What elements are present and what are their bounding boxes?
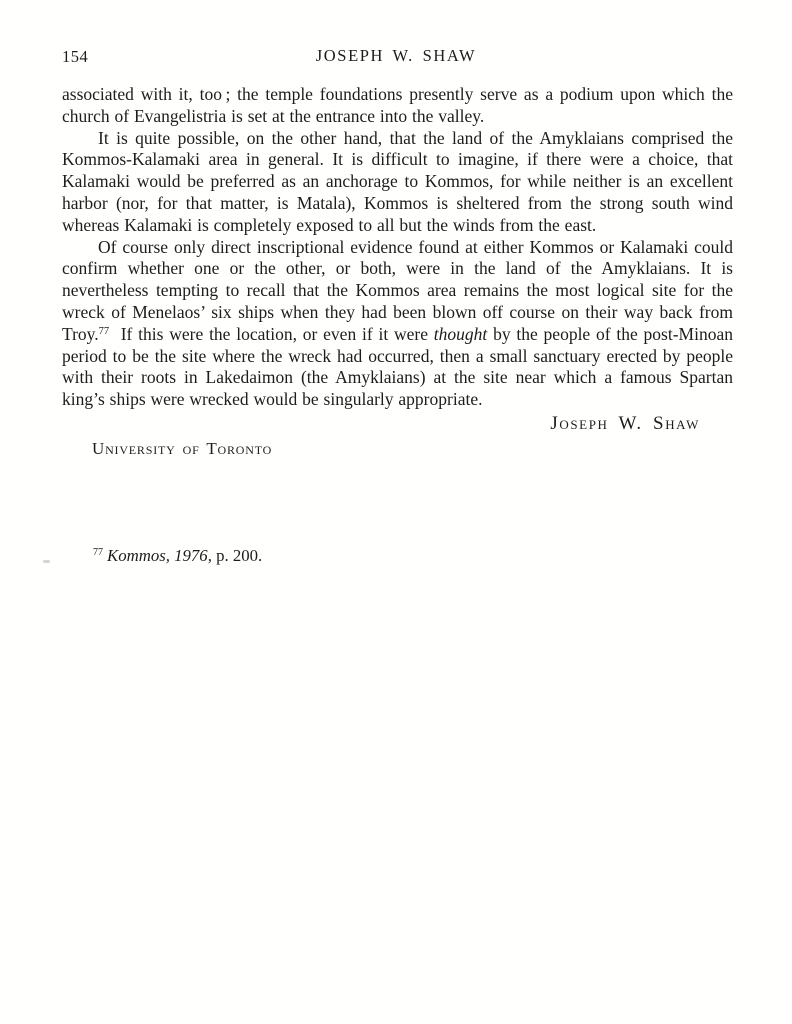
article-body	[62, 84, 733, 459]
footnote-reference: 77	[98, 325, 110, 337]
author-affiliation: University of Toronto	[92, 438, 273, 458]
footnote-citation-pages: , p. 200.	[207, 546, 263, 565]
author-signature: Joseph W. Shaw	[550, 412, 700, 434]
page-header	[62, 46, 730, 68]
running-head: JOSEPH W. SHAW	[315, 46, 477, 65]
body-paragraph-3	[62, 237, 733, 411]
body-paragraph-2: It is quite possible, on the other hand, that the land of the Amyklaians comprised the Kommos-Kalamaki area in general. It is difficult to imagine, if there were a choice, that Kalamaki would be preferred as an anchorage to Kommos, for while neither is an excellent harbor (nor, for that matter, is Matala), Kommos is sheltered from the strong south wind whereas Kalamaki is completely exposed to all but the winds from the east.	[62, 127, 733, 235]
paragraph-3-text-end: by the people of the post-Minoan period to be the site where the wreck had occurred, then a small sanctuary erected by people with their roots in Lakedaimon (the Amyklaians) at the site near which a famous Spartan king’s ships were wrecked would be singularly appropriate.	[62, 323, 733, 410]
emphasized-word: thought	[433, 323, 488, 344]
footnote-marker: 77	[93, 547, 103, 558]
paragraph-3-text-middle: If this were the location, or even if it were	[109, 323, 434, 344]
scan-artifact	[43, 560, 50, 563]
footnote	[62, 545, 733, 566]
footnote-line	[93, 545, 733, 566]
page-number: 154	[62, 47, 89, 66]
body-paragraph-1: associated with it, too ; the temple foundations presently serve as a podium upon which the church of Evangelistria is set at the entrance into the valley.	[62, 84, 733, 126]
paragraph-3-text-start: Of course only direct inscriptional evidence found at either Kommos or Kalamaki could confirm whether one or the other, or both, were in the land of the Amyklaians. It is nevertheless tempting to recall that the Kommos area remains the most logical site for the wreck of Menelaos’ six ships when they had been blown off course on their way back from Troy.	[62, 236, 733, 344]
footnote-citation-title: Kommos, 1976	[107, 546, 208, 565]
